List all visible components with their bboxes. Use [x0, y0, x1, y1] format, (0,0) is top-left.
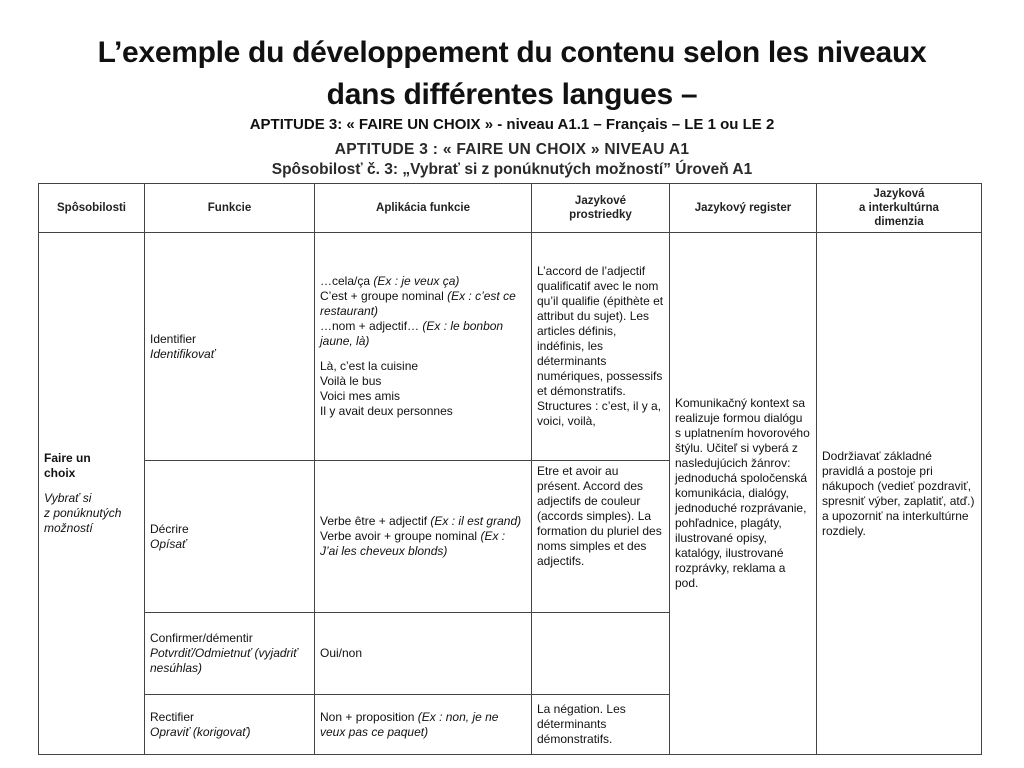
function-fr: Rectifier — [150, 709, 195, 724]
application-text: Verbe être + adjectif — [320, 514, 428, 528]
function-fr: Décrire — [150, 521, 189, 536]
header-dimension-l3: dimenzia — [874, 216, 924, 228]
language-means-cell: Etre et avoir au présent. Accord des adjectifs de couleur (accords simples). La formation du pluriel des noms simples et des adjectifs. — [532, 461, 670, 613]
application-text: Oui/non — [320, 646, 363, 660]
document-heading: APTITUDE 3 : « FAIRE UN CHOIX » NIVEAU A1 — [334, 141, 690, 158]
skill-name-l2: choix — [44, 466, 76, 480]
application-example: (Ex : J’ai les cheveux blonds) — [320, 529, 506, 558]
header-language-means-l2: prostriedky — [569, 209, 632, 221]
application-cell — [315, 233, 532, 461]
header-application: Aplikácia funkcie — [315, 184, 532, 233]
function-sk: Potvrdiť/Odmietnuť (vyjadriť nesúhlas) — [150, 646, 298, 675]
skill-name-l1: Faire un — [44, 451, 91, 465]
application-text: C’est + groupe nominal — [320, 289, 444, 303]
function-cell — [145, 695, 315, 755]
application-cell — [315, 461, 532, 613]
function-fr: Confirmer/démentir — [150, 631, 253, 645]
application-text: Là, c’est la cuisine — [320, 359, 419, 373]
slide-title — [0, 32, 1024, 116]
application-text: Voici mes amis — [320, 389, 401, 403]
function-cell — [145, 461, 315, 613]
header-dimension-l2: a interkultúrna — [859, 202, 939, 214]
header-register: Jazykový register — [670, 184, 817, 233]
application-example: (Ex : le bonbon jaune, là) — [320, 319, 504, 348]
header-functions: Funkcie — [145, 184, 315, 233]
language-means-cell: L’accord de l’adjectif qualificatif avec le nom qu’il qualifie (épithète et attribut du sujet). Les articles définis, indéfinis, les déterminants numériques, possessifs et démonstratifs. Structures : c’est, il y a, voici, voilà, — [532, 233, 670, 461]
function-cell — [145, 613, 315, 695]
function-sk: Opraviť (korigovať) — [150, 724, 251, 739]
header-dimension — [817, 184, 982, 233]
application-text: Voilà le bus — [320, 374, 382, 388]
application-text: Il y avait deux personnes — [320, 404, 453, 418]
register-cell: Komunikačný kontext sa realizuje formou dialógu s uplatnením hovorového štýlu. Učiteľ si vyberá z nasledujúcich žánrov: jednoduchá spoločenská komunikácia, dialógy, jednoduché rozprávanie, pohľadnice, plagáty, ilustrované opisy, katalógy, ilustrované rozprávky, reklama a pod. — [670, 233, 817, 755]
application-text: Non + proposition — [320, 709, 415, 724]
function-fr: Identifier — [150, 331, 197, 346]
table-row — [39, 233, 982, 461]
skill-sk-l1: Vybrať si — [44, 491, 92, 505]
competence-table — [38, 183, 982, 755]
language-means-cell — [532, 613, 670, 695]
application-text: …cela/ça — [320, 274, 371, 288]
application-text: Verbe avoir + groupe nominal — [320, 529, 478, 543]
header-skills: Spôsobilosti — [39, 184, 145, 233]
application-example: (Ex : non, je ne veux pas ce paquet) — [320, 709, 499, 739]
document-subheading: Spôsobilosť č. 3: „Vybrať si z ponúknutých možností” Úroveň A1 — [271, 161, 753, 178]
application-example: (Ex : je veux ça) — [373, 274, 460, 288]
table-header-row — [39, 184, 982, 233]
skill-sk-l3: možností — [44, 521, 93, 535]
application-text: …nom + adjectif… — [320, 319, 420, 333]
skill-sk-l2: z ponúknutých — [44, 506, 122, 520]
header-dimension-l1: Jazyková — [873, 188, 925, 200]
header-language-means — [532, 184, 670, 233]
slide-title-line1: L’exemple du développement du contenu selon les niveaux — [97, 36, 927, 69]
application-example: (Ex : c’est ce restaurant) — [320, 289, 516, 318]
application-example: (Ex : il est grand) — [430, 514, 522, 528]
language-means-cell: La négation. Les déterminants démonstratifs. — [532, 695, 670, 755]
function-cell — [145, 233, 315, 461]
dimension-cell: Dodržiavať základné pravidlá a postoje pri nákupoch (vedieť pozdraviť, spresniť výber, zaplatiť, atď.) a upozorniť na interkultúrne rozdiely. — [817, 233, 982, 755]
header-language-means-l1: Jazykové — [574, 195, 627, 207]
function-sk: Opísať — [150, 536, 187, 551]
application-cell — [315, 613, 532, 695]
slide-subtitle: APTITUDE 3: « FAIRE UN CHOIX » - niveau A1.1 – Français – LE 1 ou LE 2 — [249, 116, 775, 133]
function-sk: Identifikovať — [150, 346, 215, 361]
skill-cell — [39, 233, 145, 755]
slide-title-line2: dans différentes langues – — [326, 78, 698, 111]
application-cell — [315, 695, 532, 755]
